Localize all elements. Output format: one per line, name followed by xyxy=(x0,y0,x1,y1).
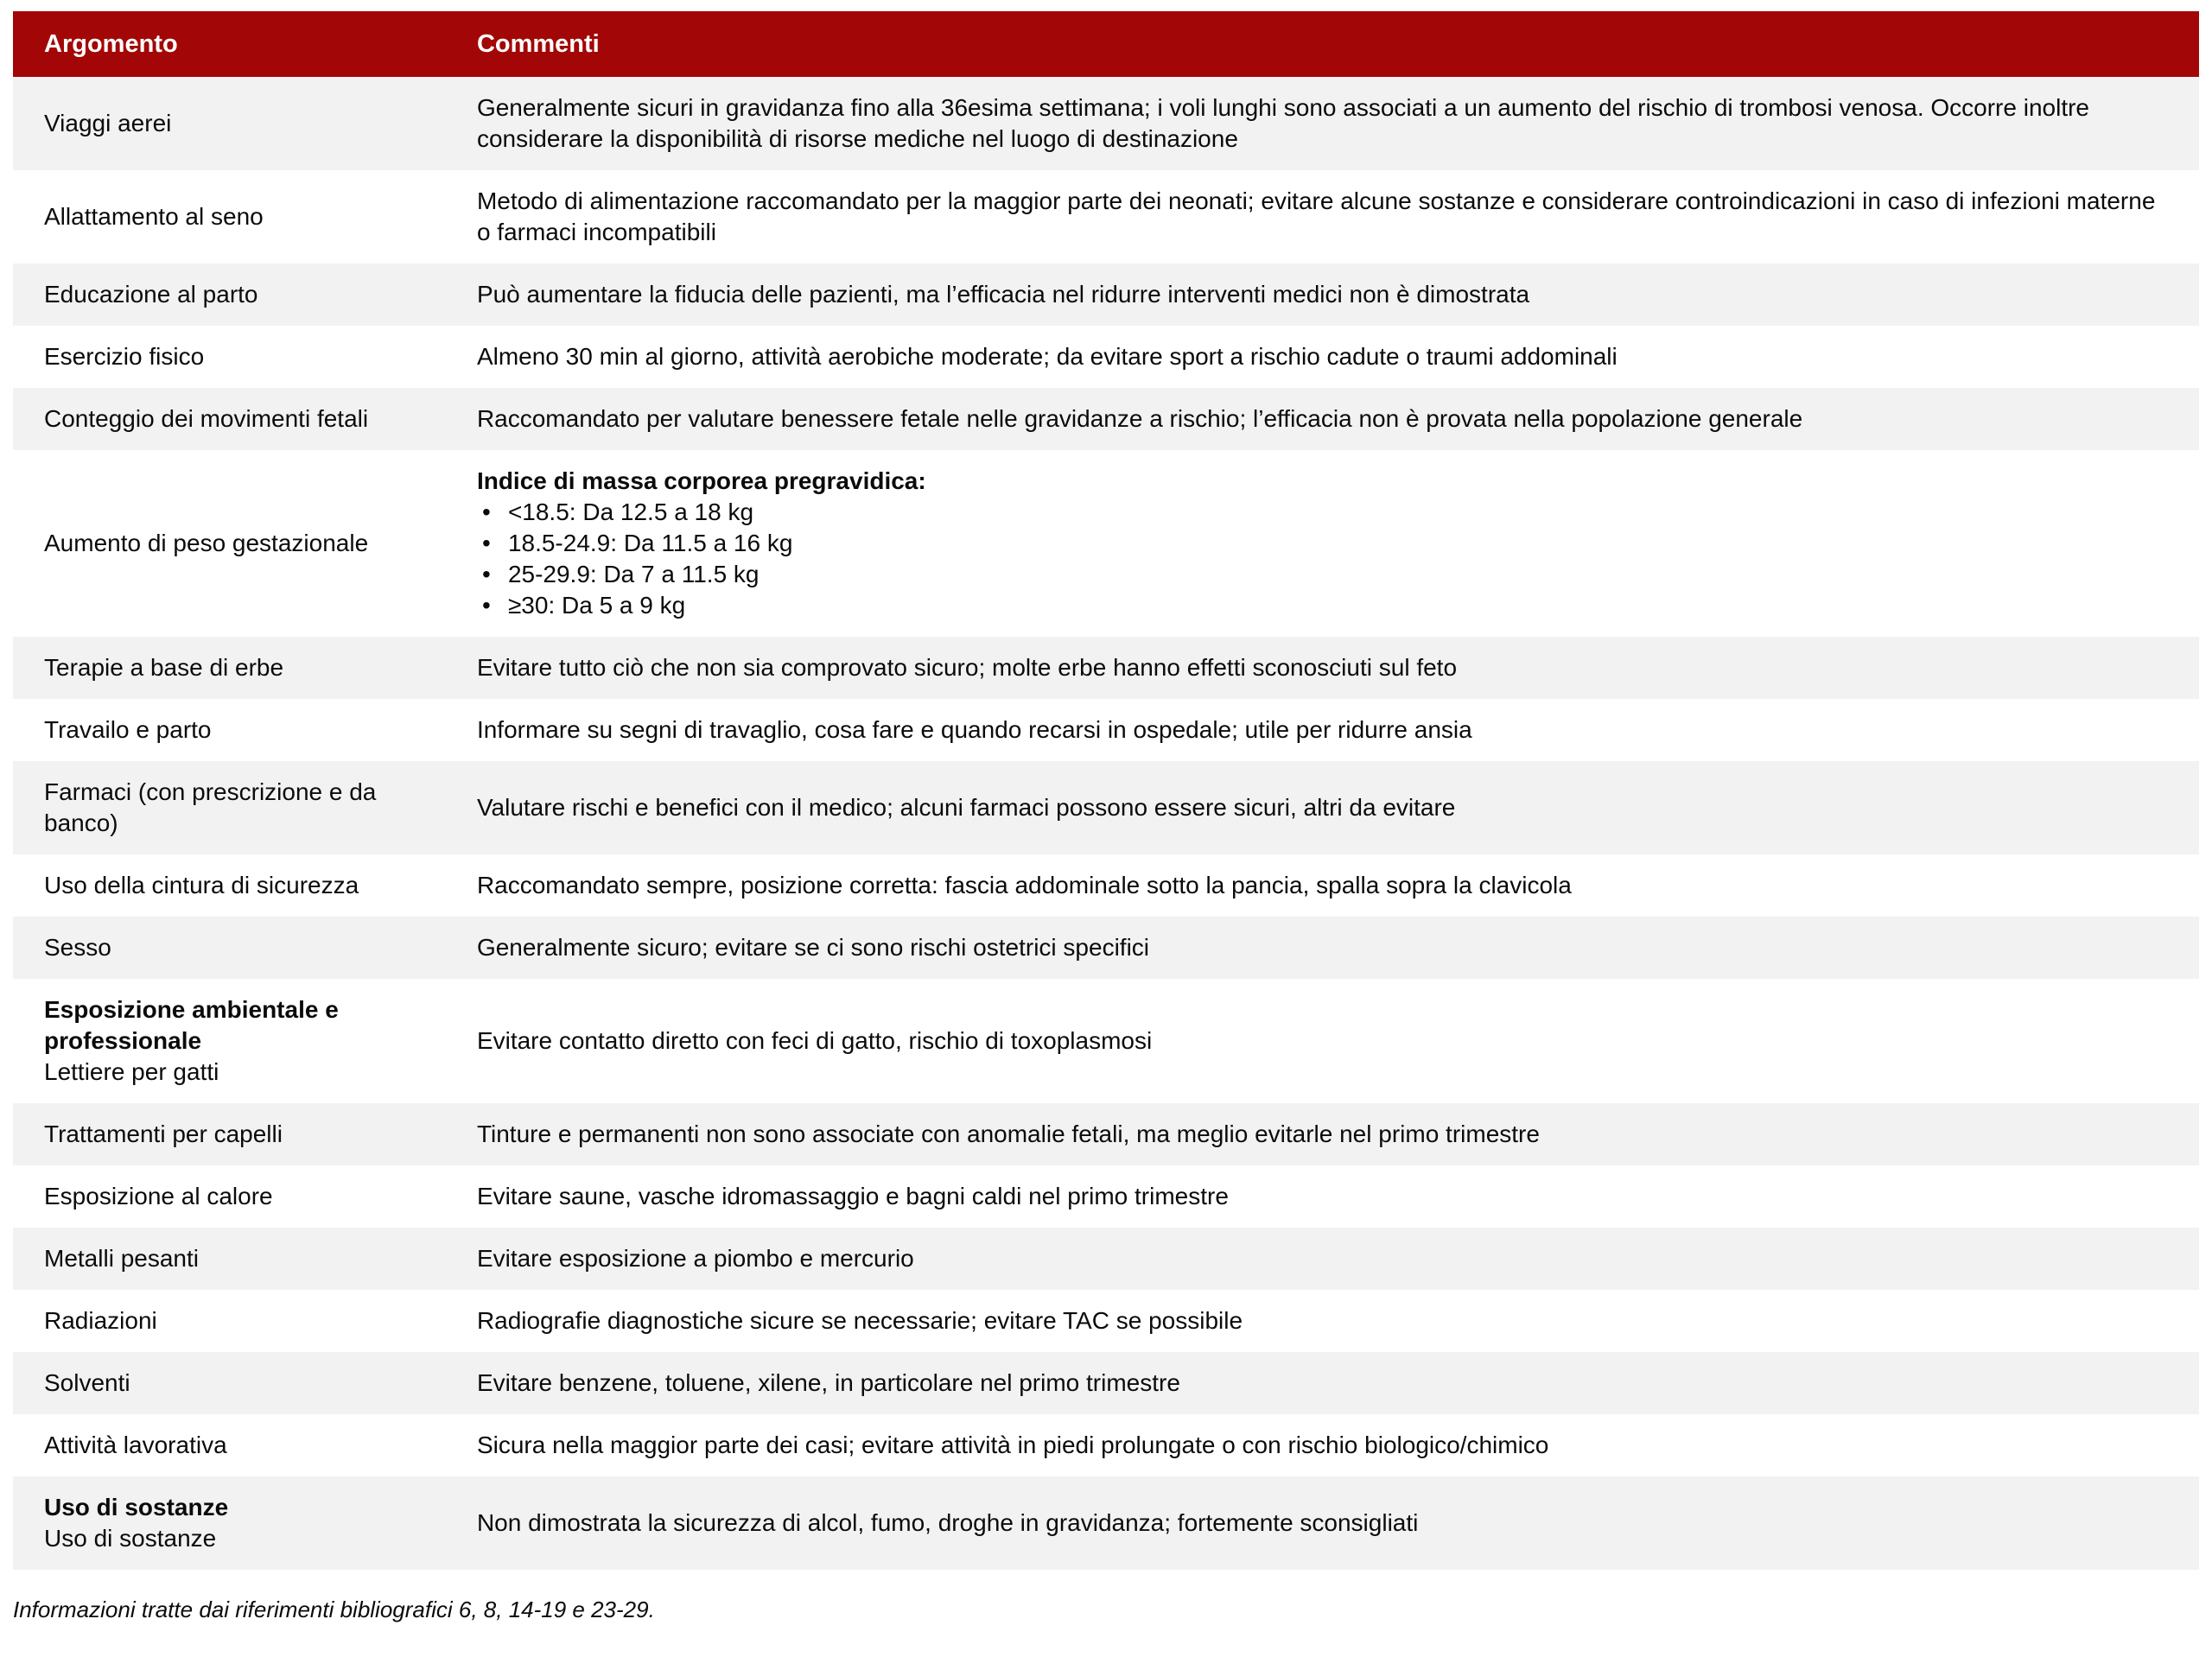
comment-cell xyxy=(446,761,2199,854)
table-row xyxy=(13,263,2199,326)
comment-text: Generalmente sicuri in gravidanza fino alla 36esima settimana; i voli lunghi sono associati a un aumento del rischio di trombosi venosa. Occorre inoltre considerare la disponibilità di risorse mediche nel luogo di destinazione xyxy=(476,94,2089,152)
bullet-item: • ≥30: Da 5 a 9 kg xyxy=(477,590,2168,621)
comment-text: Evitare saune, vasche idromassaggio e bagni caldi nel primo trimestre xyxy=(476,1183,1229,1209)
topic-cell xyxy=(13,761,446,854)
topic-category-label: Uso di sostanze xyxy=(44,1494,229,1520)
bullet-item: • 18.5-24.9: Da 11.5 a 16 kg xyxy=(477,528,2168,559)
comment-cell xyxy=(446,263,2199,326)
comment-text: Tinture e permanenti non sono associate con anomalie fetali, ma meglio evitarle nel primo trimestre xyxy=(476,1121,1540,1147)
topic-label: Esercizio fisico xyxy=(44,343,205,370)
topic-cell xyxy=(13,1290,446,1352)
topic-cell xyxy=(13,1103,446,1165)
comment-heading: Indice di massa corporea pregravidica: xyxy=(476,467,926,494)
table-row xyxy=(13,450,2199,637)
comment-cell xyxy=(446,450,2199,637)
comment-cell xyxy=(446,637,2199,699)
topic-label: Trattamenti per capelli xyxy=(44,1121,283,1147)
table-row xyxy=(13,388,2199,450)
topic-label: Solventi xyxy=(44,1369,130,1396)
comment-text: Evitare contatto diretto con feci di gatto, rischio di toxoplasmosi xyxy=(476,1027,1153,1054)
comment-text: Evitare esposizione a piombo e mercurio xyxy=(476,1245,914,1272)
topic-label: Attività lavorativa xyxy=(44,1432,227,1458)
comment-text: Raccomandato per valutare benessere fetale nelle gravidanze a rischio; l’efficacia non è provata nella popolazione generale xyxy=(476,405,1803,432)
comment-text: Raccomandato sempre, posizione corretta: fascia addominale sotto la pancia, spalla sopra la clavicola xyxy=(476,872,1572,898)
table-row xyxy=(13,1352,2199,1414)
comment-cell xyxy=(446,1290,2199,1352)
topic-label: Metalli pesanti xyxy=(44,1245,199,1272)
topic-label: Conteggio dei movimenti fetali xyxy=(44,405,369,432)
topic-label: Lettiere per gatti xyxy=(44,1058,219,1085)
table-row xyxy=(13,77,2199,170)
topic-label: Esposizione al calore xyxy=(44,1183,273,1209)
topic-cell xyxy=(13,854,446,917)
bullet-item: • <18.5: Da 12.5 a 18 kg xyxy=(477,497,2168,528)
table-row xyxy=(13,917,2199,979)
comment-cell xyxy=(446,326,2199,388)
table-row xyxy=(13,1414,2199,1476)
comment-cell xyxy=(446,1414,2199,1476)
footnote: Informazioni tratte dai riferimenti bibliografici 6, 8, 14-19 e 23-29. xyxy=(13,1597,655,1622)
topic-label: Travailo e parto xyxy=(44,716,212,743)
comment-cell xyxy=(446,388,2199,450)
comment-cell xyxy=(446,854,2199,917)
column-header-argomento: Argomento xyxy=(13,11,446,77)
topic-cell xyxy=(13,1228,446,1290)
table-row xyxy=(13,979,2199,1103)
topic-cell xyxy=(13,263,446,326)
comment-cell xyxy=(446,77,2199,170)
comment-text: Almeno 30 min al giorno, attività aerobiche moderate; da evitare sport a rischio cadute o traumi addominali xyxy=(476,343,1618,370)
comment-text: Valutare rischi e benefici con il medico; alcuni farmaci possono essere sicuri, altri da evitare xyxy=(476,794,1456,821)
table-row xyxy=(13,1476,2199,1570)
comment-text: Radiografie diagnostiche sicure se necessarie; evitare TAC se possibile xyxy=(476,1307,1243,1334)
topic-label: Allattamento al seno xyxy=(44,203,264,230)
topic-cell xyxy=(13,170,446,263)
table-row xyxy=(13,1228,2199,1290)
table-row xyxy=(13,1165,2199,1228)
bullet-list xyxy=(477,497,2168,621)
topic-cell xyxy=(13,917,446,979)
topic-label: Terapie a base di erbe xyxy=(44,654,284,681)
comment-cell xyxy=(446,1228,2199,1290)
table-row xyxy=(13,1290,2199,1352)
topic-category-label: Esposizione ambientale e professionale xyxy=(44,996,339,1054)
comment-text: Sicura nella maggior parte dei casi; evitare attività in piedi prolungate o con rischio biologico/chimico xyxy=(476,1432,1549,1458)
comment-text: Evitare benzene, toluene, xilene, in particolare nel primo trimestre xyxy=(476,1369,1180,1396)
comment-cell xyxy=(446,170,2199,263)
comment-cell xyxy=(446,979,2199,1103)
comment-text: Può aumentare la fiducia delle pazienti, ma l’efficacia nel ridurre interventi medici non è dimostrata xyxy=(476,281,1530,308)
comment-cell xyxy=(446,1352,2199,1414)
topic-label: Viaggi aerei xyxy=(44,110,172,136)
comment-text: Informare su segni di travaglio, cosa fare e quando recarsi in ospedale; utile per ridurre ansia xyxy=(476,716,1472,743)
bullet-item: • 25-29.9: Da 7 a 11.5 kg xyxy=(477,559,2168,590)
comment-cell xyxy=(446,1103,2199,1165)
topic-label: Uso della cintura di sicurezza xyxy=(44,872,359,898)
comment-cell xyxy=(446,1476,2199,1570)
topic-label: Sesso xyxy=(44,934,111,961)
topic-cell xyxy=(13,1352,446,1414)
comment-cell xyxy=(446,699,2199,761)
topic-label: Uso di sostanze xyxy=(44,1525,217,1552)
table-row xyxy=(13,637,2199,699)
topic-cell xyxy=(13,699,446,761)
topic-label: Educazione al parto xyxy=(44,281,258,308)
topic-cell xyxy=(13,388,446,450)
comment-text: Metodo di alimentazione raccomandato per la maggior parte dei neonati; evitare alcune sostanze e considerare controindicazioni in caso di infezioni materne o farmaci incompatibili xyxy=(476,187,2156,245)
header-row xyxy=(13,11,2199,77)
topic-label: Farmaci (con prescrizione e da banco) xyxy=(44,778,377,836)
topic-label: Aumento di peso gestazionale xyxy=(44,530,369,556)
table-row xyxy=(13,699,2199,761)
comment-cell xyxy=(446,917,2199,979)
topic-label: Radiazioni xyxy=(44,1307,157,1334)
comment-text: Generalmente sicuro; evitare se ci sono rischi ostetrici specifici xyxy=(476,934,1150,961)
topic-cell xyxy=(13,1414,446,1476)
comment-text: Non dimostrata la sicurezza di alcol, fumo, droghe in gravidanza; fortemente sconsigliati xyxy=(476,1509,1419,1536)
topic-cell xyxy=(13,979,446,1103)
topic-cell xyxy=(13,450,446,637)
column-header-commenti: Commenti xyxy=(446,11,2199,77)
comment-cell xyxy=(446,1165,2199,1228)
topic-cell xyxy=(13,1476,446,1570)
topic-cell xyxy=(13,637,446,699)
table-row xyxy=(13,1103,2199,1165)
pregnancy-guidance-table xyxy=(13,11,2199,1570)
table-row xyxy=(13,326,2199,388)
table-row xyxy=(13,761,2199,854)
topic-cell xyxy=(13,326,446,388)
topic-cell xyxy=(13,1165,446,1228)
topic-cell xyxy=(13,77,446,170)
comment-text: Evitare tutto ciò che non sia comprovato sicuro; molte erbe hanno effetti sconosciuti sul feto xyxy=(476,654,1458,681)
table-row xyxy=(13,170,2199,263)
table-row xyxy=(13,854,2199,917)
